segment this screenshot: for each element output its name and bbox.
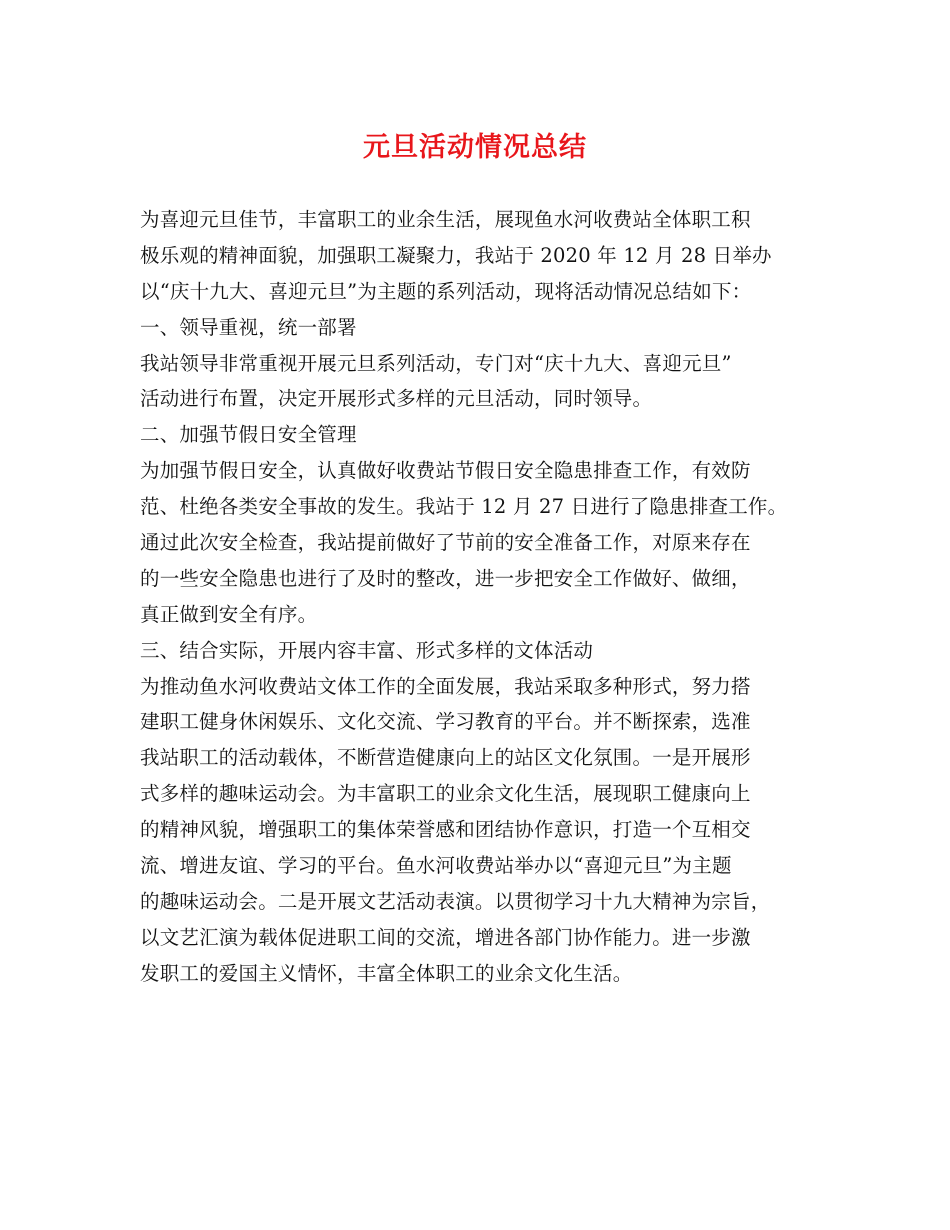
body-line: 我站领导非常重视开展元旦系列活动，专门对“庆十九大、喜迎元旦” <box>140 351 732 375</box>
section-heading-1: 一、领导重视，统一部署 <box>140 315 357 339</box>
body-line: 流、增进友谊、学习的平台。鱼水河收费站举办以“喜迎元旦”为主题 <box>140 854 732 878</box>
body-line: 以文艺汇演为载体促进职工间的交流，增进各部门协作能力。进一步激 <box>140 925 751 949</box>
body-line: 建职工健身休闲娱乐、文化交流、学习教育的平台。并不断探索，选准 <box>140 710 751 734</box>
body-line: 真正做到安全有序。 <box>140 602 318 626</box>
body-line: 我站职工的活动载体，不断营造健康向上的站区文化氛围。一是开展形 <box>140 746 751 770</box>
body-line: 式多样的趣味运动会。为丰富职工的业余文化生活，展现职工健康向上 <box>140 782 751 806</box>
body-line: 的趣味运动会。二是开展文艺活动表演。以贯彻学习十九大精神为宗旨， <box>140 889 771 913</box>
body-line: 的精神风貌，增强职工的集体荣誉感和团结协作意识，打造一个互相交 <box>140 818 751 842</box>
body-line: 极乐观的精神面貌，加强职工凝聚力，我站于 2020 年 12 月 28 日举办 <box>140 243 772 267</box>
body-line: 发职工的爱国主义情怀，丰富全体职工的业余文化生活。 <box>140 961 633 985</box>
body-line: 为喜迎元旦佳节，丰富职工的业余生活，展现鱼水河收费站全体职工积 <box>140 208 751 231</box>
body-line: 的一些安全隐患也进行了及时的整改，进一步把安全工作做好、做细， <box>140 566 751 590</box>
body-line: 范、杜绝各类安全事故的发生。我站于 12 月 27 日进行了隐患排查工作。 <box>140 495 788 519</box>
body-line: 为推动鱼水河收费站文体工作的全面发展，我站采取多种形式，努力搭 <box>140 674 751 698</box>
body-line: 为加强节假日安全，认真做好收费站节假日安全隐患排查工作，有效防 <box>140 459 751 483</box>
section-heading-3: 三、结合实际，开展内容丰富、形式多样的文体活动 <box>140 638 594 662</box>
section-heading-2: 二、加强节假日安全管理 <box>140 423 357 447</box>
body-line: 以“庆十九大、喜迎元旦”为主题的系列活动，现将活动情况总结如下： <box>140 279 752 303</box>
body-line: 活动进行布置，决定开展形式多样的元旦活动，同时领导。 <box>140 387 653 411</box>
document-body <box>140 202 840 992</box>
body-line: 通过此次安全检查，我站提前做好了节前的安全准备工作，对原来存在 <box>140 531 751 555</box>
document-title: 元旦活动情况总结 <box>363 132 587 163</box>
